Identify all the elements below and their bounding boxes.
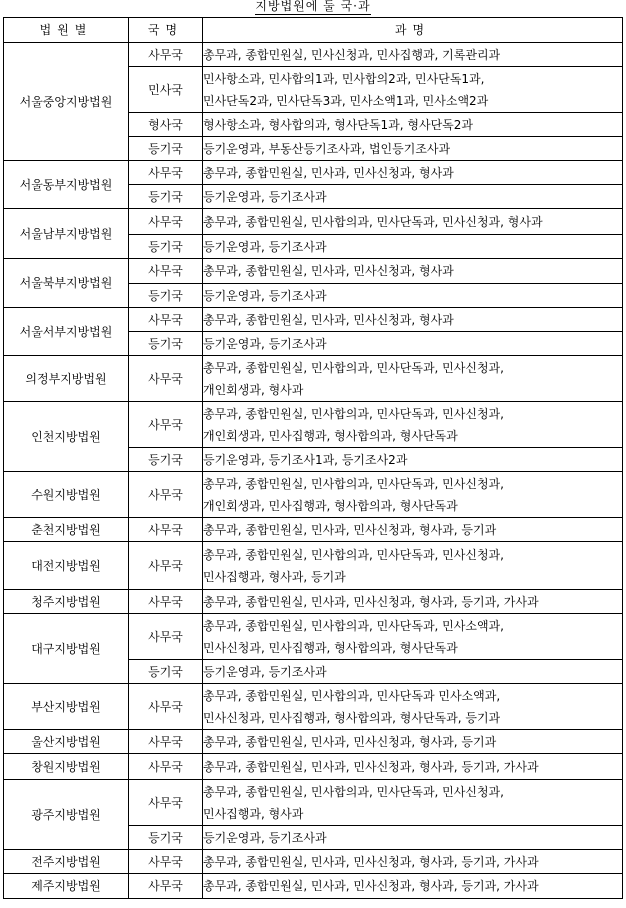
table-row (4, 850, 623, 874)
court-name-cell: 창원지방법원 (4, 754, 129, 780)
bureau-name-cell: 사무국 (129, 518, 203, 542)
departments-cell: 총무과, 종합민원실, 민사합의과, 민사단독과, 민사신청과, 개인회생과, 민사집행과, 형사합의과, 형사단독과 (203, 472, 623, 518)
departments-cell: 총무과, 종합민원실, 민사과, 민사신청과, 형사과, 등기과, 가사과 (203, 590, 623, 614)
table-row (4, 259, 623, 284)
departments-cell: 총무과, 종합민원실, 민사과, 민사신청과, 형사과, 등기과, 가사과 (203, 850, 623, 874)
bureau-name-cell: 등기국 (129, 448, 203, 472)
court-name-cell: 대구지방법원 (4, 614, 129, 684)
bureau-name-cell: 민사국 (129, 67, 203, 113)
court-name-cell: 전주지방법원 (4, 850, 129, 874)
departments-cell: 등기운영과, 등기조사과 (203, 185, 623, 209)
departments-cell: 총무과, 종합민원실, 민사합의과, 민사단독과, 민사신청과, 민사집행과, 형사과 (203, 780, 623, 826)
bureau-name-cell: 등기국 (129, 235, 203, 259)
court-name-cell: 서울서부지방법원 (4, 308, 129, 356)
departments-cell: 민사항소과, 민사합의1과, 민사합의2과, 민사단독1과, 민사단독2과, 민사단독3과, 민사소액1과, 민사소액2과 (203, 67, 623, 113)
bureau-name-cell: 사무국 (129, 209, 203, 235)
departments-cell: 총무과, 종합민원실, 민사과, 민사신청과, 형사과, 등기과, 가사과 (203, 874, 623, 899)
header-court: 법원별 (4, 18, 129, 43)
table-row (4, 308, 623, 332)
bureau-name-cell: 사무국 (129, 850, 203, 874)
table-body (4, 43, 623, 899)
departments-cell: 총무과, 종합민원실, 민사합의과, 민사단독과, 민사소액과, 민사신청과, 민사집행과, 형사합의과, 형사단독과 (203, 614, 623, 660)
bureau-name-cell: 형사국 (129, 113, 203, 137)
bureau-name-cell: 등기국 (129, 332, 203, 356)
bureau-name-cell: 사무국 (129, 472, 203, 518)
bureau-name-cell: 사무국 (129, 542, 203, 590)
page-title (0, 0, 626, 15)
bureau-name-cell: 사무국 (129, 356, 203, 402)
court-name-cell: 광주지방법원 (4, 780, 129, 850)
table-row (4, 684, 623, 730)
bureau-name-cell: 사무국 (129, 614, 203, 660)
table-row (4, 209, 623, 235)
table-row (4, 518, 623, 542)
table-row (4, 780, 623, 826)
table-row (4, 472, 623, 518)
departments-cell: 총무과, 종합민원실, 민사과, 민사신청과, 형사과 (203, 259, 623, 284)
court-name-cell: 대전지방법원 (4, 542, 129, 590)
departments-cell: 형사항소과, 형사합의과, 형사단독1과, 형사단독2과 (203, 113, 623, 137)
departments-cell: 등기운영과, 등기조사1과, 등기조사2과 (203, 448, 623, 472)
bureau-name-cell: 사무국 (129, 43, 203, 67)
court-name-cell: 서울남부지방법원 (4, 209, 129, 259)
table-row (4, 730, 623, 754)
court-bureau-department-table (3, 17, 623, 899)
departments-cell: 등기운영과, 등기조사과 (203, 826, 623, 850)
table-row (4, 614, 623, 660)
bureau-name-cell: 사무국 (129, 874, 203, 899)
court-name-cell: 춘천지방법원 (4, 518, 129, 542)
bureau-name-cell: 등기국 (129, 185, 203, 209)
table-row (4, 402, 623, 448)
bureau-name-cell: 등기국 (129, 284, 203, 308)
departments-cell: 총무과, 종합민원실, 민사과, 민사신청과, 형사과, 등기과, 가사과 (203, 754, 623, 780)
court-name-cell: 수원지방법원 (4, 472, 129, 518)
departments-cell: 총무과, 종합민원실, 민사과, 민사신청과, 형사과, 등기과 (203, 518, 623, 542)
bureau-name-cell: 사무국 (129, 684, 203, 730)
departments-cell: 등기운영과, 등기조사과 (203, 332, 623, 356)
departments-cell: 총무과, 종합민원실, 민사합의과, 민사단독과, 민사신청과, 민사집행과, 형사과, 등기과 (203, 542, 623, 590)
departments-cell: 등기운영과, 부동산등기조사과, 법인등기조사과 (203, 137, 623, 161)
table-row (4, 542, 623, 590)
court-name-cell: 의정부지방법원 (4, 356, 129, 402)
bureau-name-cell: 사무국 (129, 590, 203, 614)
departments-cell: 등기운영과, 등기조사과 (203, 660, 623, 684)
table-row (4, 356, 623, 402)
table-row (4, 754, 623, 780)
departments-cell: 총무과, 종합민원실, 민사과, 민사신청과, 형사과, 등기과 (203, 730, 623, 754)
bureau-name-cell: 사무국 (129, 308, 203, 332)
bureau-name-cell: 사무국 (129, 161, 203, 185)
bureau-name-cell: 등기국 (129, 660, 203, 684)
departments-cell: 총무과, 종합민원실, 민사신청과, 민사집행과, 기록관리과 (203, 43, 623, 67)
court-name-cell: 서울동부지방법원 (4, 161, 129, 209)
table-row (4, 161, 623, 185)
table-row (4, 43, 623, 67)
page-title-text: 지방법원에 둘 국·과 (255, 0, 371, 13)
departments-cell: 총무과, 종합민원실, 민사과, 민사신청과, 형사과 (203, 308, 623, 332)
departments-cell: 총무과, 종합민원실, 민사합의과, 민사단독과, 민사신청과, 형사과 (203, 209, 623, 235)
departments-cell: 총무과, 종합민원실, 민사합의과, 민사단독과, 민사신청과, 개인회생과, 형사과 (203, 356, 623, 402)
bureau-name-cell: 사무국 (129, 754, 203, 780)
court-name-cell: 서울북부지방법원 (4, 259, 129, 308)
court-name-cell: 청주지방법원 (4, 590, 129, 614)
table-row (4, 874, 623, 899)
bureau-name-cell: 사무국 (129, 730, 203, 754)
court-name-cell: 서울중앙지방법원 (4, 43, 129, 161)
court-name-cell: 제주지방법원 (4, 874, 129, 899)
court-name-cell: 울산지방법원 (4, 730, 129, 754)
bureau-name-cell: 등기국 (129, 137, 203, 161)
bureau-name-cell: 사무국 (129, 402, 203, 448)
departments-cell: 등기운영과, 등기조사과 (203, 284, 623, 308)
departments-cell: 총무과, 종합민원실, 민사합의과, 민사단독과 민사소액과, 민사신청과, 민사집행과, 형사합의과, 형사단독과, 등기과 (203, 684, 623, 730)
court-name-cell: 부산지방법원 (4, 684, 129, 730)
bureau-name-cell: 등기국 (129, 826, 203, 850)
departments-cell: 총무과, 종합민원실, 민사과, 민사신청과, 형사과 (203, 161, 623, 185)
departments-cell: 등기운영과, 등기조사과 (203, 235, 623, 259)
departments-cell: 총무과, 종합민원실, 민사합의과, 민사단독과, 민사신청과, 개인회생과, 민사집행과, 형사합의과, 형사단독과 (203, 402, 623, 448)
bureau-name-cell: 사무국 (129, 780, 203, 826)
header-bureau: 국명 (129, 18, 203, 43)
table-header-row (4, 18, 623, 43)
header-departments: 과명 (203, 18, 623, 43)
bureau-name-cell: 사무국 (129, 259, 203, 284)
court-name-cell: 인천지방법원 (4, 402, 129, 472)
table-row (4, 590, 623, 614)
